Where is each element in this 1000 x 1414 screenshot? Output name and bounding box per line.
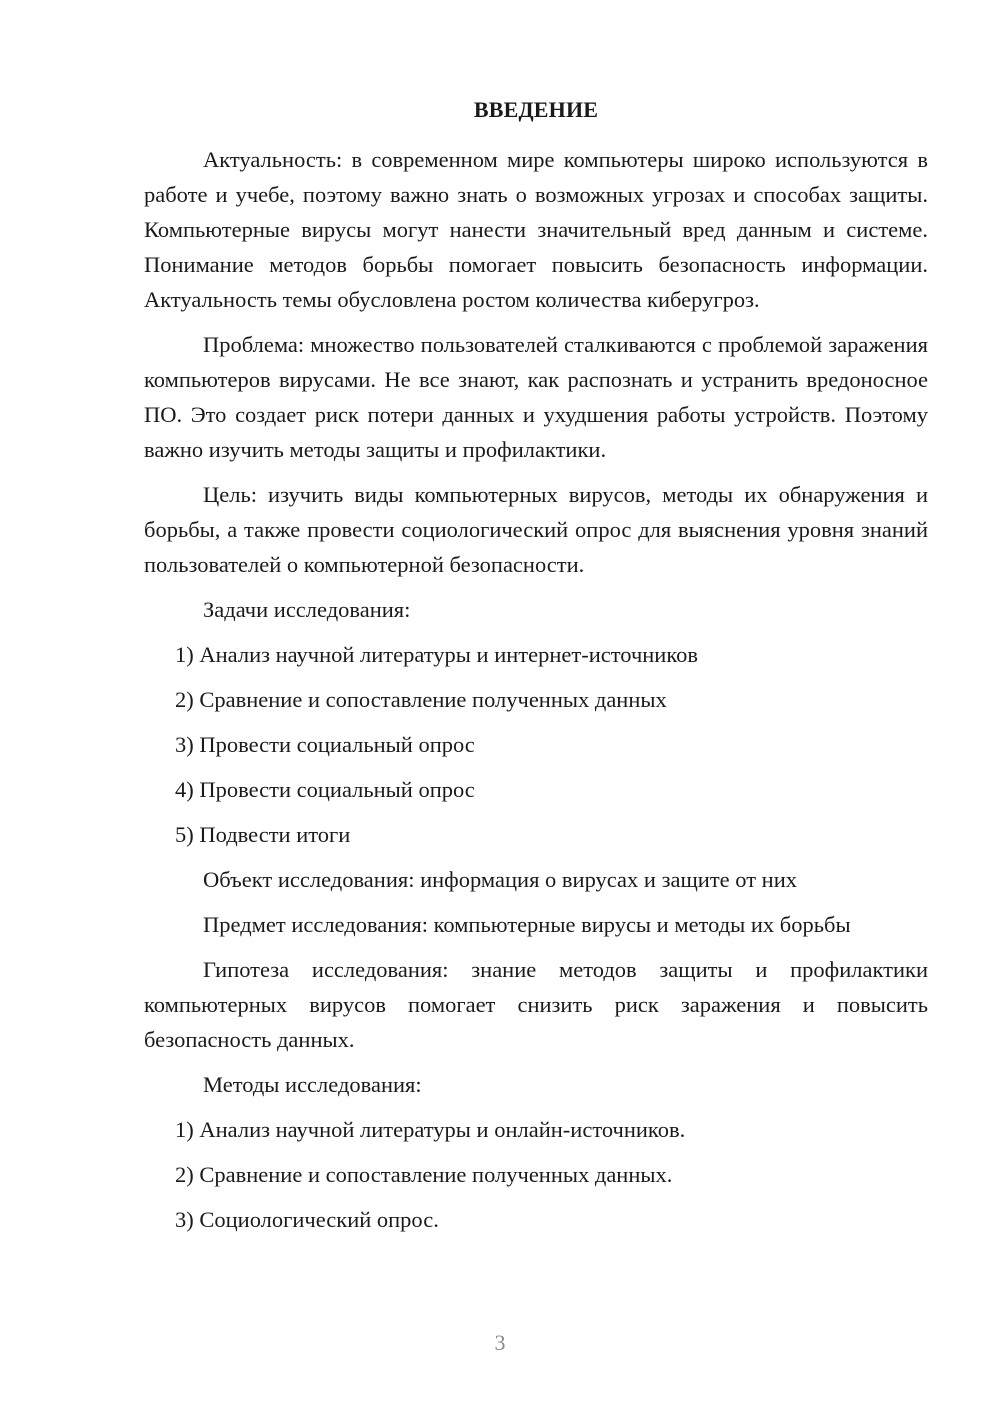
document-page [144, 92, 928, 1247]
goal-paragraph: Цель: изучить виды компьютерных вирусов, методы их обнаружения и борьбы, а также провести социологический опрос для выяснения уровня знаний пользователей о компьютерной безопасности. [144, 482, 928, 577]
list-item: 2) Сравнение и сопоставление полученных данных [175, 687, 667, 712]
object-line: Объект исследования: информация о вирусах и защите от них [203, 867, 798, 892]
page-number: 3 [494, 1330, 506, 1355]
list-item: 3) Провести социальный опрос [175, 732, 475, 757]
tasks-list [144, 637, 928, 852]
list-item: 4) Провести социальный опрос [175, 777, 475, 802]
relevance-paragraph: Актуальность: в современном мире компьютеры широко используются в работе и учебе, поэтому важно знать о возможных угрозах и способах защиты. Компьютерные вирусы могут нанести значительный вред данным и системе. Понимание методов борьбы помогает повысить безопасность информации. Актуальность темы обусловлена ростом количества киберугроз. [144, 147, 928, 312]
methods-list [144, 1112, 928, 1237]
subject-line: Предмет исследования: компьютерные вирусы и методы их борьбы [203, 912, 851, 937]
problem-paragraph: Проблема: множество пользователей сталкиваются с проблемой заражения компьютеров вирусами. Не все знают, как распознать и устранить вредоносное ПО. Это создает риск потери данных и ухудшения работы устройств. Поэтому важно изучить методы защиты и профилактики. [144, 332, 928, 462]
list-item: 1) Анализ научной литературы и онлайн-источников. [175, 1117, 686, 1142]
hypothesis-paragraph: Гипотеза исследования: знание методов защиты и профилактики компьютерных вирусов помогает снизить риск заражения и повысить безопасность данных. [144, 957, 928, 1052]
list-item: 2) Сравнение и сопоставление полученных данных. [175, 1162, 673, 1187]
list-item: 1) Анализ научной литературы и интернет-источников [175, 642, 699, 667]
list-item: 5) Подвести итоги [175, 822, 351, 847]
section-title: ВВЕДЕНИЕ [473, 97, 599, 122]
list-item: 3) Социологический опрос. [175, 1207, 439, 1232]
tasks-label: Задачи исследования: [203, 597, 411, 622]
methods-label: Методы исследования: [203, 1072, 422, 1097]
